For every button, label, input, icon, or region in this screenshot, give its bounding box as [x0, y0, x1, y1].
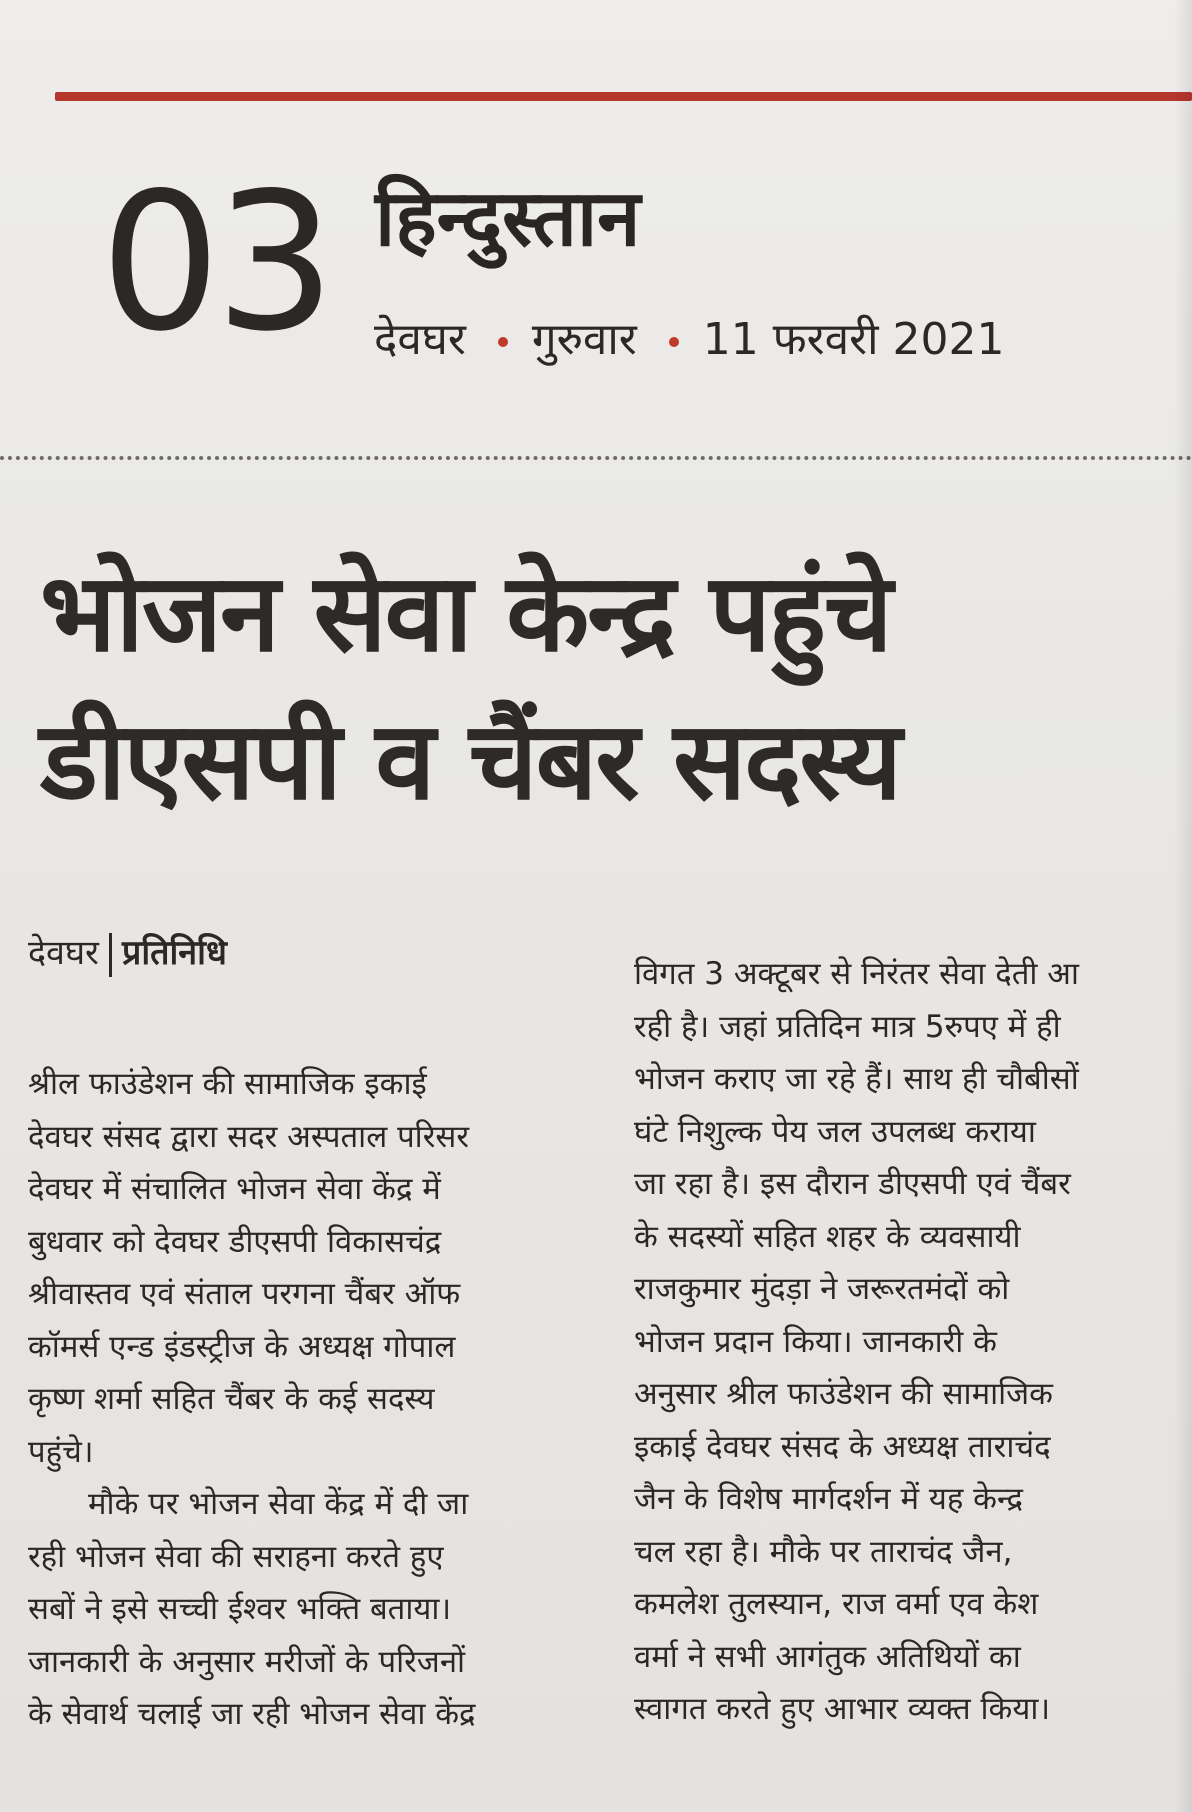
- body-line: अनुसार श्रील फाउंडेशन की सामाजिक: [634, 1376, 1053, 1412]
- body-line: कमलेश तुलस्यान, राज वर्मा एव केश: [634, 1586, 1039, 1622]
- body-line: भोजन प्रदान किया। जानकारी के: [634, 1323, 997, 1360]
- byline-separator: [109, 933, 112, 977]
- body-line: जा रहा है। इस दौरान डीएसपी एवं चैंबर: [634, 1166, 1071, 1202]
- article-column-left: [28, 1058, 578, 1741]
- dateline: [374, 314, 1005, 365]
- body-line: राजकुमार मुंदड़ा ने जरूरतमंदों को: [634, 1271, 1010, 1307]
- body-line: विगत 3 अक्टूबर से निरंतर सेवा देती आ: [634, 956, 1079, 992]
- body-line: रही भोजन सेवा की सराहना करते हुए: [28, 1538, 444, 1575]
- bullet-dot-icon: [669, 337, 679, 347]
- body-line: घंटे निशुल्क पेय जल उपलब्ध कराया: [634, 1113, 1036, 1150]
- body-line: देवघर संसद द्वारा सदर अस्पताल परिसर: [28, 1118, 470, 1155]
- body-line: वर्मा ने सभी आगंतुक अतिथियों का: [634, 1638, 1021, 1675]
- body-line: बुधवार को देवघर डीएसपी विकासचंद्र: [28, 1223, 442, 1260]
- body-line: पहुंचे।: [28, 1433, 94, 1470]
- body-line: मौके पर भोजन सेवा केंद्र में दी जा: [88, 1486, 469, 1522]
- byline-author: प्रतिनिधि: [121, 933, 227, 973]
- body-line: इकाई देवघर संसद के अध्यक्ष ताराचंद: [634, 1428, 1051, 1465]
- dateline-city: देवघर: [374, 314, 466, 365]
- body-line: श्रीवास्तव एवं संताल परगना चैंबर ऑफ: [28, 1276, 461, 1312]
- dateline-day: गुरुवार: [531, 314, 637, 365]
- body-line: कृष्ण शर्मा सहित चैंबर के कई सदस्य: [28, 1381, 435, 1417]
- byline-place: देवघर: [28, 933, 99, 973]
- body-line: रही है। जहां प्रतिदिन मात्र 5रुपए में ही: [634, 1008, 1061, 1045]
- body-line: देवघर में संचालित भोजन सेवा केंद्र में: [28, 1171, 441, 1207]
- body-line: के सेवार्थ चलाई जा रही भोजन सेवा केंद्र: [28, 1696, 476, 1732]
- body-line: स्वागत करते हुए आभार व्यक्त किया।: [634, 1691, 1051, 1727]
- bullet-dot-icon: [498, 337, 508, 347]
- page-edge-shadow: [1174, 0, 1192, 1812]
- article-column-right: [634, 948, 1162, 1736]
- byline: [28, 928, 227, 977]
- dotted-divider: [0, 456, 1192, 460]
- dateline-date: 11 फरवरी 2021: [702, 314, 1005, 365]
- headline-line-1: भोजन सेवा केन्द्र पहुंचे: [40, 551, 891, 676]
- body-line: के सदस्यों सहित शहर के व्यवसायी: [634, 1218, 1021, 1255]
- top-accent-rule: [55, 92, 1192, 101]
- headline-line-2: डीएसपी व चैंबर सदस्य: [40, 699, 901, 824]
- body-line: भोजन कराए जा रहे हैं। साथ ही चौबीसों: [634, 1061, 1079, 1097]
- masthead-title: हिन्दुस्तान: [375, 174, 641, 264]
- body-line: चल रहा है। मौके पर ताराचंद जैन,: [634, 1533, 1013, 1570]
- article-headline: [40, 540, 1160, 836]
- body-line: सबों ने इसे सच्ची ईश्वर भक्ति बताया।: [28, 1591, 452, 1627]
- page-number: 03: [100, 152, 330, 373]
- body-line: कॉमर्स एन्ड इंडस्ट्रीज के अध्यक्ष गोपाल: [28, 1328, 456, 1365]
- body-line: जैन के विशेष मार्गदर्शन में यह केन्द्र: [634, 1481, 1023, 1517]
- body-line: श्रील फाउंडेशन की सामाजिक इकाई: [28, 1066, 427, 1102]
- body-line: जानकारी के अनुसार मरीजों के परिजनों: [28, 1643, 466, 1680]
